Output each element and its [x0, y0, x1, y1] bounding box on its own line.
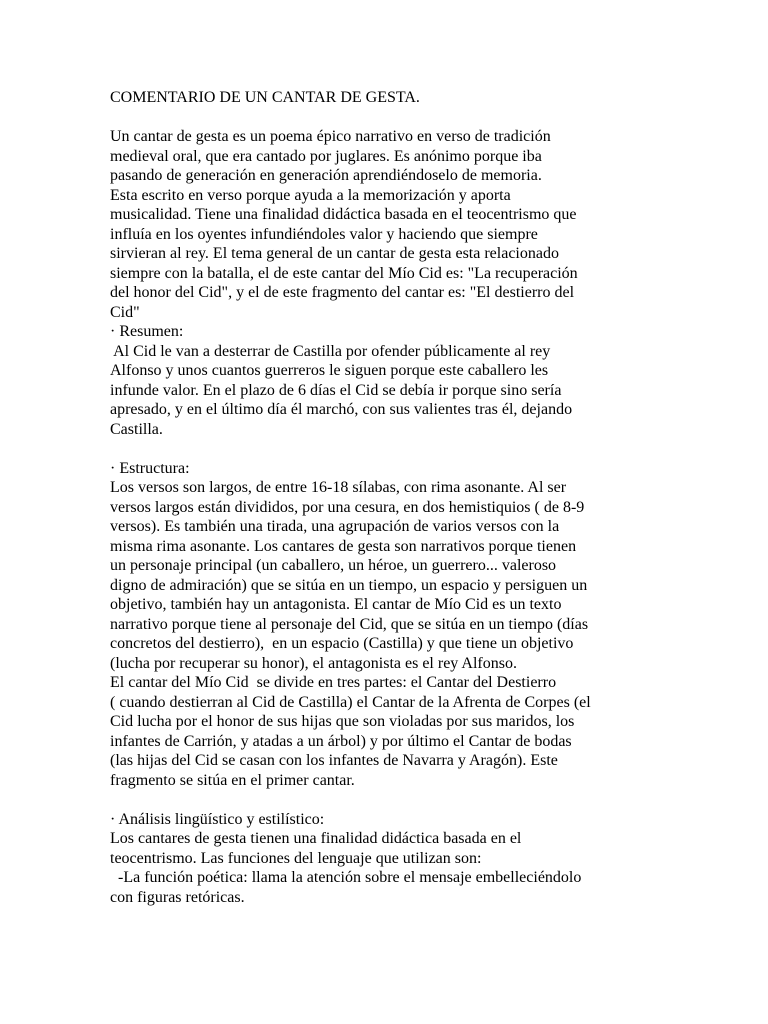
resumen-heading: · Resumen: [110, 323, 184, 340]
text-line: versos largos están divididos, por una cesura, en dos hemistiquios ( de 8-9 [110, 498, 585, 516]
analisis-paragraph [110, 829, 670, 907]
estructura-heading: · Estructura: [110, 459, 190, 477]
text-line: teocentrismo. Las funciones del lenguaje que utilizan son: [110, 849, 482, 867]
resumen-paragraph [110, 342, 670, 440]
blank-line [110, 108, 670, 128]
text-line: Un cantar de gesta es un poema épico narrativo en verso de tradición [110, 128, 551, 145]
text-line: narrativo porque tiene al personaje del Cid, que se sitúa en un tiempo (días [110, 615, 589, 633]
text-line: musicalidad. Tiene una finalidad didáctica basada en el teocentrismo que [110, 206, 577, 223]
document-page [110, 88, 670, 907]
analisis-heading: · Análisis lingüístico y estilístico: [110, 810, 325, 828]
text-line: (lucha por recuperar su honor), el antagonista es el rey Alfonso. [110, 654, 517, 672]
text-line: ( cuando destierran al Cid de Castilla) el Cantar de la Afrenta de Corpes (el [110, 693, 591, 711]
text-line: -La función poética: llama la atención sobre el mensaje embelleciéndolo [110, 869, 582, 886]
text-line: Cid" [110, 303, 140, 321]
text-line: Los versos son largos, de entre 16-18 sílabas, con rima asonante. Al ser [110, 479, 567, 496]
text-line: digno de admiración) que se sitúa en un tiempo, un espacio y persiguen un [110, 576, 588, 594]
text-line: infunde valor. En el plazo de 6 días el Cid se debía ir porque sino sería [110, 381, 562, 399]
text-line: versos). Es también una tirada, una agrupación de varios versos con la [110, 518, 560, 535]
text-line: medieval oral, que era cantado por juglares. Es anónimo porque iba [110, 147, 542, 165]
text-line: Castilla. [110, 420, 163, 438]
text-line: apresado, y en el último día él marchó, con sus valientes tras él, dejando [110, 401, 573, 418]
estructura-paragraph [110, 478, 670, 790]
text-line: pasando de generación en generación aprendiéndoselo de memoria. [110, 167, 542, 184]
text-line: Cid lucha por el honor de sus hijas que son violadas por sus maridos, los [110, 713, 575, 730]
text-line: fragmento se sitúa en el primer cantar. [110, 771, 355, 789]
text-line: Alfonso y unos cuantos guerreros le siguen porque este caballero les [110, 362, 549, 379]
text-line: influía en los oyentes infundiéndoles valor y haciendo que siempre [110, 225, 538, 243]
text-line: Esta escrito en verso porque ayuda a la memorización y aporta [110, 186, 511, 204]
text-line: con figuras retóricas. [110, 888, 245, 906]
blank-line [110, 790, 670, 810]
text-line: (las hijas del Cid se casan con los infantes de Navarra y Aragón). Este [110, 752, 558, 769]
text-line: Al Cid le van a desterrar de Castilla por ofender públicamente al rey [110, 342, 551, 360]
text-line: infantes de Carrión, y atadas a un árbol) y por último el Cantar de bodas [110, 732, 572, 750]
text-line: sirvieran al rey. El tema general de un cantar de gesta esta relacionado [110, 245, 559, 262]
document-title: COMENTARIO DE UN CANTAR DE GESTA. [110, 89, 420, 106]
intro-paragraph [110, 127, 670, 322]
text-line: siempre con la batalla, el de este cantar del Mío Cid es: "La recuperación [110, 264, 578, 282]
text-line: objetivo, también hay un antagonista. El cantar de Mío Cid es un texto [110, 596, 562, 613]
text-line: misma rima asonante. Los cantares de gesta son narrativos porque tienen [110, 537, 577, 555]
text-line: El cantar del Mío Cid se divide en tres partes: el Cantar del Destierro [110, 674, 557, 691]
blank-line [110, 439, 670, 459]
text-line: un personaje principal (un caballero, un héroe, un guerrero... valeroso [110, 557, 557, 574]
text-line: del honor del Cid", y el de este fragmento del cantar es: "El destierro del [110, 284, 575, 301]
text-line: Los cantares de gesta tienen una finalidad didáctica basada en el [110, 830, 522, 847]
text-line: concretos del destierro), en un espacio (Castilla) y que tiene un objetivo [110, 635, 574, 652]
